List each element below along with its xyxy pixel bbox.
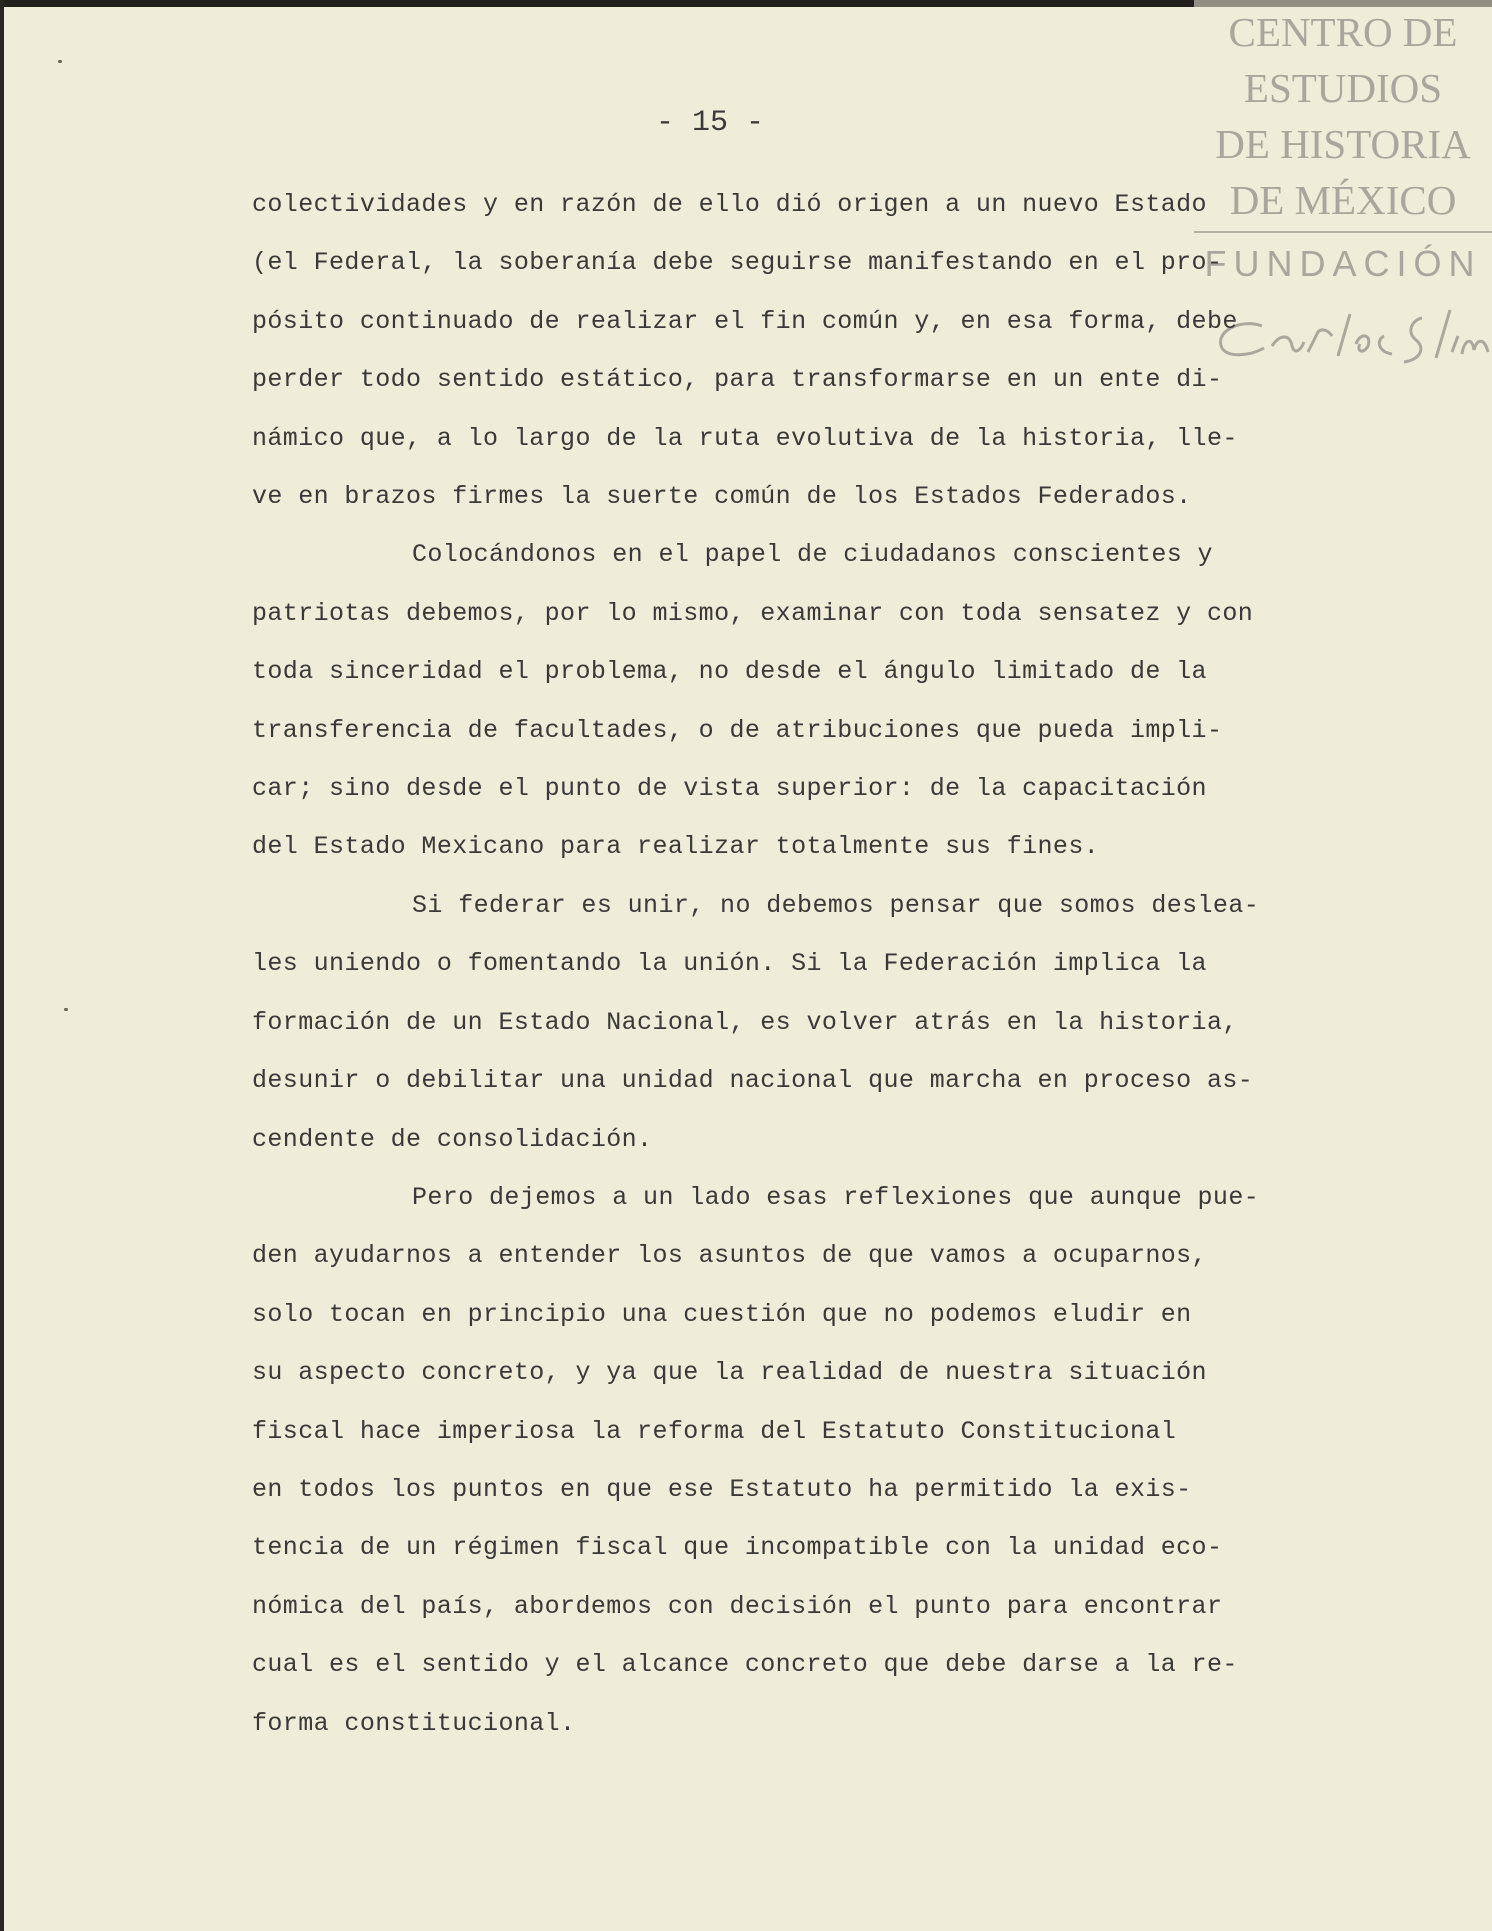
text-line: en todos los puntos en que ese Estatuto ha permitido la exis-	[252, 1474, 1192, 1504]
text-line: transferencia de facultades, o de atribuciones que pueda impli-	[252, 715, 1223, 745]
text-line: námico que, a lo largo de la ruta evolutiva de la historia, lle-	[252, 423, 1238, 453]
text-line: forma constitucional.	[252, 1708, 576, 1738]
text-line: del Estado Mexicano para realizar totalmente sus fines.	[252, 832, 1100, 862]
text-line: fiscal hace imperiosa la reforma del Estatuto Constitucional	[252, 1416, 1177, 1446]
text-line: cendente de consolidación.	[252, 1124, 653, 1154]
text-line: ve en brazos firmes la suerte común de los Estados Federados.	[252, 482, 1192, 512]
text-line: colectividades y en razón de ello dió origen a un nuevo Estado	[252, 190, 1207, 219]
paper-speck	[64, 1008, 68, 1011]
paragraph-first-line: Si federar es unir, no debemos pensar que somos deslea-	[412, 890, 1260, 920]
watermark-line: ESTUDIOS	[1243, 65, 1443, 111]
scan-left-edge	[0, 0, 4, 1931]
watermark-foundation: FUNDACIÓN	[1204, 243, 1482, 284]
text-line: formación de un Estado Nacional, es volver atrás en la historia,	[252, 1007, 1238, 1037]
body-text	[252, 176, 1404, 1753]
text-line: toda sinceridad el problema, no desde el ángulo limitado de la	[252, 657, 1207, 687]
text-line: su aspecto concreto, y ya que la realidad de nuestra situación	[252, 1358, 1207, 1388]
page-number: - 15 -	[655, 106, 765, 140]
paper-speck	[58, 60, 62, 63]
text-line: den ayudarnos a entender los asuntos de que vamos a ocuparnos,	[252, 1241, 1207, 1271]
text-line: cual es el sentido y el alcance concreto que debe darse a la re-	[252, 1650, 1238, 1680]
paragraph-first-line: Colocándonos en el papel de ciudadanos conscientes y	[412, 540, 1213, 570]
watermark-line: CENTRO DE	[1228, 9, 1458, 55]
text-line: desunir o debilitar una unidad nacional que marcha en proceso as-	[252, 1066, 1254, 1096]
paragraph-first-line: Pero dejemos a un lado esas reflexiones que aunque pue-	[412, 1182, 1260, 1212]
watermark-line: DE MÉXICO	[1229, 177, 1457, 223]
text-line: les uniendo o fomentando la unión. Si la Federación implica la	[252, 949, 1207, 979]
text-line: patriotas debemos, por lo mismo, examinar con toda sensatez y con	[252, 598, 1254, 628]
text-line: pósito continuado de realizar el fin común y, en esa forma, debe	[252, 306, 1238, 336]
text-line: (el Federal, la soberanía debe seguirse manifestando en el pro-	[252, 248, 1223, 278]
text-line: nómica del país, abordemos con decisión el punto para encontrar	[252, 1591, 1223, 1621]
text-line: solo tocan en principio una cuestión que no podemos eludir en	[252, 1299, 1192, 1329]
watermark-line: DE HISTORIA	[1215, 121, 1471, 167]
text-line: car; sino desde el punto de vista superior: de la capacitación	[252, 774, 1207, 804]
text-line: tencia de un régimen fiscal que incompatible con la unidad eco-	[252, 1533, 1223, 1563]
text-line: perder todo sentido estático, para transformarse en un ente di-	[252, 365, 1223, 395]
